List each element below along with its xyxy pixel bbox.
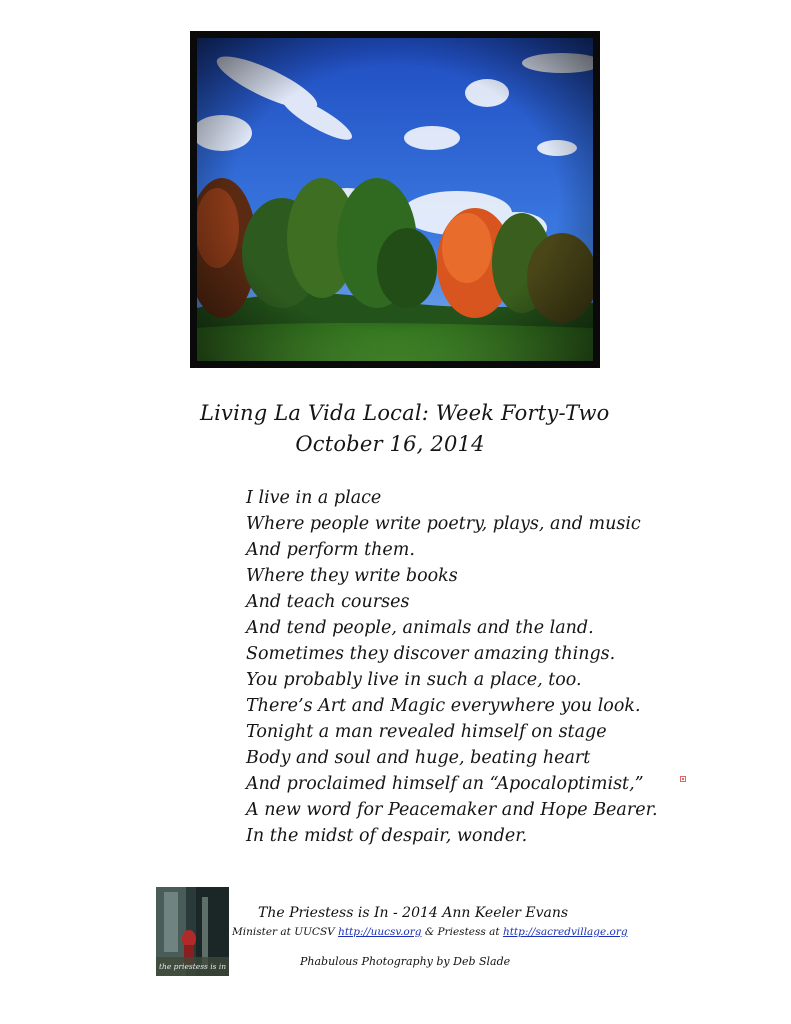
poem-line: A new word for Peacemaker and Hope Bearer. [246,800,658,820]
footer-contact-line [232,926,628,938]
poem-line: And tend people, animals and the land. [246,618,594,638]
poem-line: In the midst of despair, wonder. [246,826,528,846]
poem-line: And teach courses [246,592,410,612]
uucsv-link[interactable]: http://uucsv.org [338,926,422,938]
poem-line: And proclaimed himself an “Apocaloptimist,” [246,774,644,794]
poem-line: I live in a place [246,488,382,508]
poem-line: Body and soul and huge, beating heart [246,748,591,768]
broken-image-icon [680,776,686,782]
footer-prefix: Minister at UUCSV [232,926,339,938]
poem-line: You probably live in such a place, too. [246,670,582,690]
landscape-photo-frame [190,31,600,368]
poem-line: Where people write poetry, plays, and music [246,514,641,534]
photo-credit: Phabulous Photography by Deb Slade [300,955,511,968]
autumn-landscape-photo [197,38,593,361]
footer-title: The Priestess is In - 2014 Ann Keeler Evans [258,905,569,921]
poem-line: There’s Art and Magic everywhere you look. [246,696,641,716]
poem [246,485,658,849]
priestess-avatar-image [156,887,229,976]
title-heading: Living La Vida Local: Week Forty-Two [200,401,610,425]
avatar-caption: the priestess is in [159,962,227,971]
title-date: October 16, 2014 [295,432,485,456]
poem-line: Where they write books [246,566,458,586]
document-title [200,398,610,460]
poem-line: Sometimes they discover amazing things. [246,644,616,664]
sacredvillage-link[interactable]: http://sacredvillage.org [502,926,628,938]
poem-line: Tonight a man revealed himself on stage [246,722,607,742]
poem-line: And perform them. [246,540,415,560]
footer-middle: & Priestess at [421,926,503,938]
